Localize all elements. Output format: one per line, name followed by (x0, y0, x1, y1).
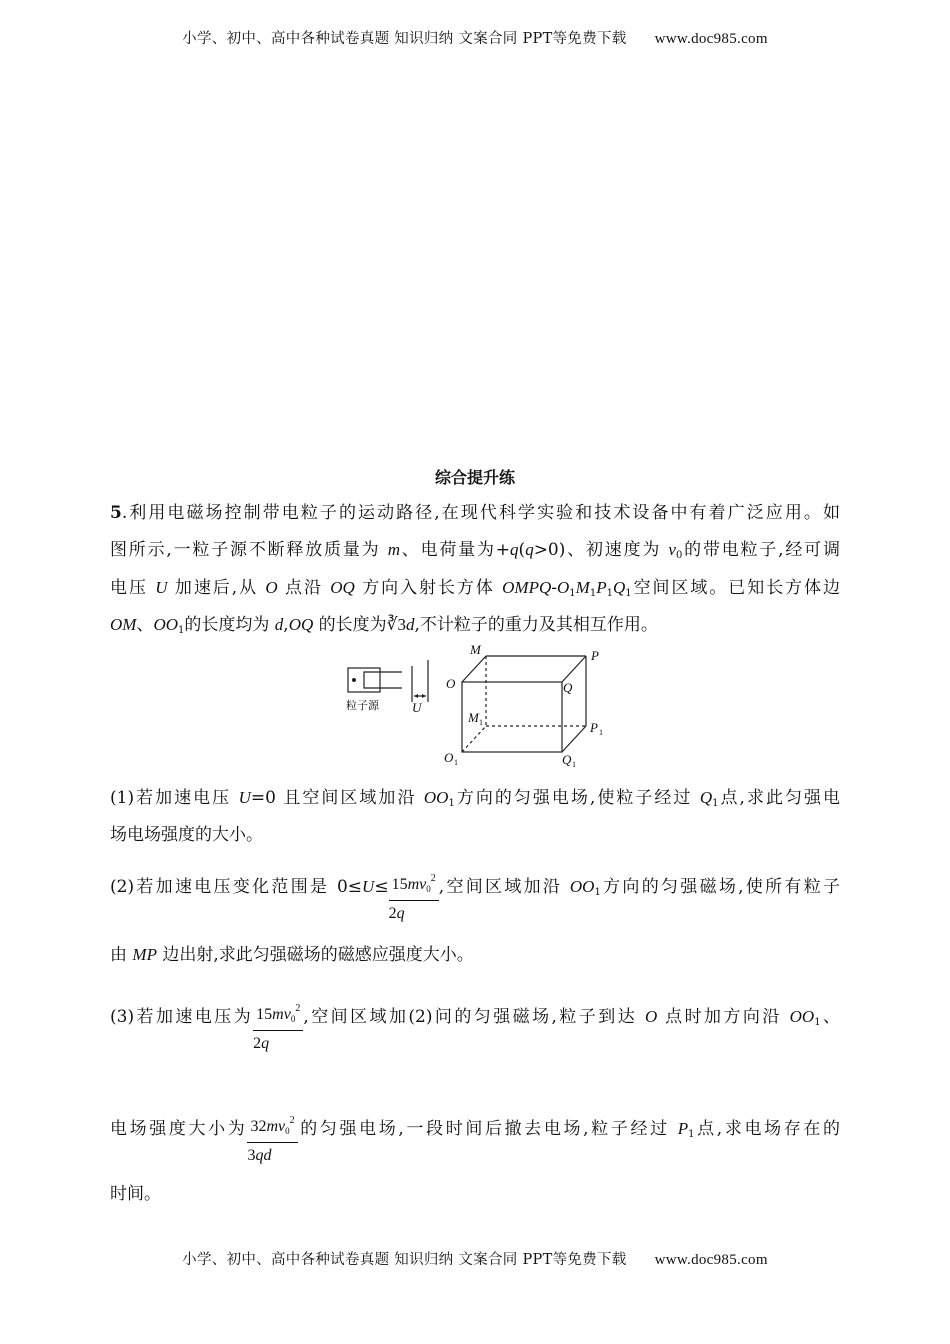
problem-number: 5 (110, 503, 122, 523)
svg-text:1: 1 (572, 760, 576, 769)
q1-line-1: (1)若加速电压 U=0 且空间区域加沿 $OO_1$方向的匀强电场,使粒子经过 $Q_1$点,求此匀强电 (110, 788, 841, 809)
fraction-15mv0-2q-b: $\frac{15mv_0^2}{2q}$ (253, 998, 303, 1057)
page-footer (0, 1248, 950, 1269)
section-title: 综合提升练 (434, 468, 515, 487)
footer-text: 小学、初中、高中各种试卷真题 知识归纳 文案合同 PPT等免费下载 (182, 1252, 627, 1268)
problem-line-2: 图所示,一粒子源不断释放质量为 m、电荷量为+q(q>0)、初速度为 $v_0$的带电粒子,经可调 (110, 540, 840, 561)
problem-line-4: OM、$OO_1$的长度均为 d,OQ 的长度为∛3d,不计粒子的重力及其相互作用。 (110, 615, 658, 636)
label-M: M (470, 642, 481, 657)
q3-line-3: 时间。 (110, 1184, 161, 1204)
header-url[interactable]: www.doc985.com (654, 31, 768, 47)
q2-line-1: (2)若加速电压变化范围是 0≤U≤ $\frac{15mv_0^2}{2q}$ ,空间区域加沿 $OO_1$方向的匀强磁场,使所有粒子 (110, 858, 840, 917)
problem-line-3: 电压 U 加速后,从 O 点沿 OQ 方向入射长方体 OMPQ-$O_1M_1P_1Q_1$空间区域。已知长方体边 (110, 578, 841, 599)
fraction-32mv0-3qd: $\frac{32mv_0^2}{3qd}$ (247, 1110, 297, 1169)
cuboid-diagram (340, 640, 620, 770)
header-text: 小学、初中、高中各种试卷真题 知识归纳 文案合同 PPT等免费下载 (182, 31, 627, 47)
label-O1: O (444, 750, 454, 765)
label-Q1: Q (562, 752, 572, 767)
svg-text:1: 1 (479, 718, 483, 727)
label-P: P (591, 648, 599, 663)
q2-line-2: 由 MP 边出射,求此匀强磁场的磁感应强度大小。 (110, 945, 474, 965)
label-Q: Q (563, 680, 573, 695)
label-P1: P (590, 720, 598, 735)
source-channel (364, 672, 402, 688)
label-M1: M (468, 710, 479, 725)
page-header (0, 27, 950, 48)
q1-line-2: 场电场强度的大小。 (110, 825, 263, 845)
problem-line-1: 5.利用电磁场控制带电粒子的运动路径,在现代科学实验和技术设备中有着广泛应用。如 (110, 503, 840, 523)
q3-line-1: (3)若加速电压为 $\frac{15mv_0^2}{2q}$ ,空间区域加(2)问的匀强磁场,粒子到达 O 点时加方向沿 $OO_1$、 (110, 988, 840, 1047)
fraction-15mv0-2q: $\frac{15mv_0^2}{2q}$ (389, 868, 439, 927)
label-particle-source: 粒子源 (346, 699, 379, 712)
label-U: U (412, 700, 422, 715)
svg-text:1: 1 (454, 758, 458, 767)
footer-url[interactable]: www.doc985.com (654, 1252, 768, 1268)
svg-text:1: 1 (599, 728, 603, 737)
q3-line-2: 电场强度大小为 $\frac{32mv_0^2}{3qd}$ 的匀强电场,一段时间后撤去电场,粒子经过 $P_1$点,求电场存在的 (110, 1100, 840, 1159)
label-O: O (446, 676, 456, 691)
source-dot (352, 678, 356, 682)
